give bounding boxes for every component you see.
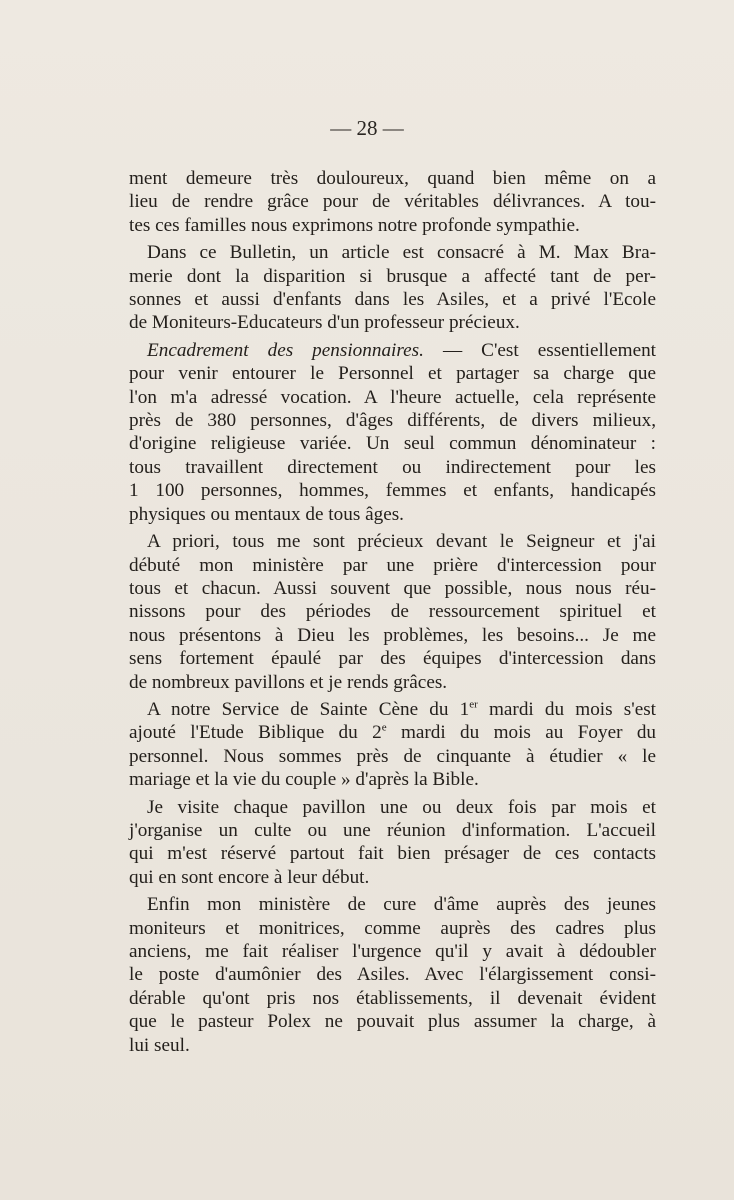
ordinal-suffix: e xyxy=(381,721,387,734)
text-line: sonnes et aussi d'enfants dans les Asiles, et a privé l'Ecole xyxy=(129,289,656,311)
text-line: A priori, tous me sont précieux devant le Seigneur et j'ai xyxy=(147,531,656,553)
paragraph-5 xyxy=(129,698,656,792)
text-line: Dans ce Bulletin, un article est consacré à M. Max Bra- xyxy=(147,242,656,264)
text-fragment: mardi du mois au Foyer du xyxy=(386,722,657,744)
text-line: sens fortement épaulé par des équipes d'intercession dans xyxy=(129,648,656,670)
paragraph-1 xyxy=(129,167,656,237)
text-line: qui en sont encore à leur début. xyxy=(129,866,370,888)
text-line: pour venir entourer le Personnel et partager sa charge que xyxy=(129,363,656,385)
section-heading: Encadrement des pensionnaires. xyxy=(147,339,424,361)
text-line: anciens, me fait réaliser l'urgence qu'il y avait à dédoubler xyxy=(129,941,656,962)
text-line xyxy=(129,698,656,721)
paragraph-2 xyxy=(129,241,656,335)
text-line xyxy=(129,339,656,362)
paragraph-6 xyxy=(129,796,656,890)
text-line: Enfin mon ministère de cure d'âme auprès des jeunes xyxy=(147,894,656,916)
text-line: personnel. Nous sommes près de cinquante à étudier « le xyxy=(129,745,656,767)
body-text xyxy=(129,167,656,1057)
text-line: l'on m'a adressé vocation. A l'heure actuelle, cela représente xyxy=(129,386,656,408)
text-line: 1 100 personnes, hommes, femmes et enfants, handicapés xyxy=(129,480,656,502)
text-line: lui seul. xyxy=(129,1034,190,1056)
text-fragment: ajouté l'Etude Biblique du 2 xyxy=(129,722,382,744)
text-line: physiques ou mentaux de tous âges. xyxy=(129,503,404,525)
page-number: — 28 — xyxy=(330,116,404,140)
text-line: lieu de rendre grâce pour de véritables délivrances. A tou- xyxy=(129,191,656,213)
text-line: de Moniteurs-Educateurs d'un professeur précieux. xyxy=(129,312,520,334)
text-line: de nombreux pavillons et je rends grâces. xyxy=(129,671,448,693)
text-line: qui m'est réservé partout fait bien présager de ces contacts xyxy=(129,843,656,865)
paragraph-7 xyxy=(129,893,656,1057)
ordinal-suffix: er xyxy=(469,698,478,711)
text-line xyxy=(129,721,656,744)
text-fragment: mardi du mois s'est xyxy=(477,698,657,720)
text-line: ment demeure très douloureux, quand bien même on a xyxy=(129,168,656,189)
text-line: que le pasteur Polex ne pouvait plus assumer la charge, à xyxy=(129,1011,656,1033)
paragraph-3 xyxy=(129,339,656,526)
text-line: le poste d'aumônier des Asiles. Avec l'élargissement consi- xyxy=(129,964,656,986)
text-fragment: A notre Service de Sainte Cène du 1 xyxy=(147,698,470,720)
text-line: Je visite chaque pavillon une ou deux fois par mois et xyxy=(147,796,656,818)
text-line: nous présentons à Dieu les problèmes, les besoins... Je me xyxy=(129,624,656,646)
text-line: moniteurs et monitrices, comme auprès des cadres plus xyxy=(129,917,656,939)
text-line: débuté mon ministère par une prière d'intercession pour xyxy=(129,554,656,576)
text-line: dérable qu'ont pris nos établissements, il devenait évident xyxy=(129,987,656,1009)
text-line: mariage et la vie du couple » d'après la Bible. xyxy=(129,769,479,791)
text-line: tes ces familles nous exprimons notre profonde sympathie. xyxy=(129,214,580,236)
text-fragment: — C'est essentiellement xyxy=(423,339,657,361)
paragraph-4 xyxy=(129,530,656,694)
text-line: merie dont la disparition si brusque a affecté tant de per- xyxy=(129,265,656,287)
text-line: j'organise un culte ou une réunion d'information. L'accueil xyxy=(129,819,656,841)
text-line: tous et chacun. Aussi souvent que possible, nous nous réu- xyxy=(129,577,656,599)
text-line: tous travaillent directement ou indirectement pour les xyxy=(129,456,656,478)
text-line: près de 380 personnes, d'âges différents, de divers milieux, xyxy=(129,410,656,432)
text-line: nissons pour des périodes de ressourcement spirituel et xyxy=(129,601,656,623)
text-line: d'origine religieuse variée. Un seul commun dénominateur : xyxy=(129,433,656,455)
